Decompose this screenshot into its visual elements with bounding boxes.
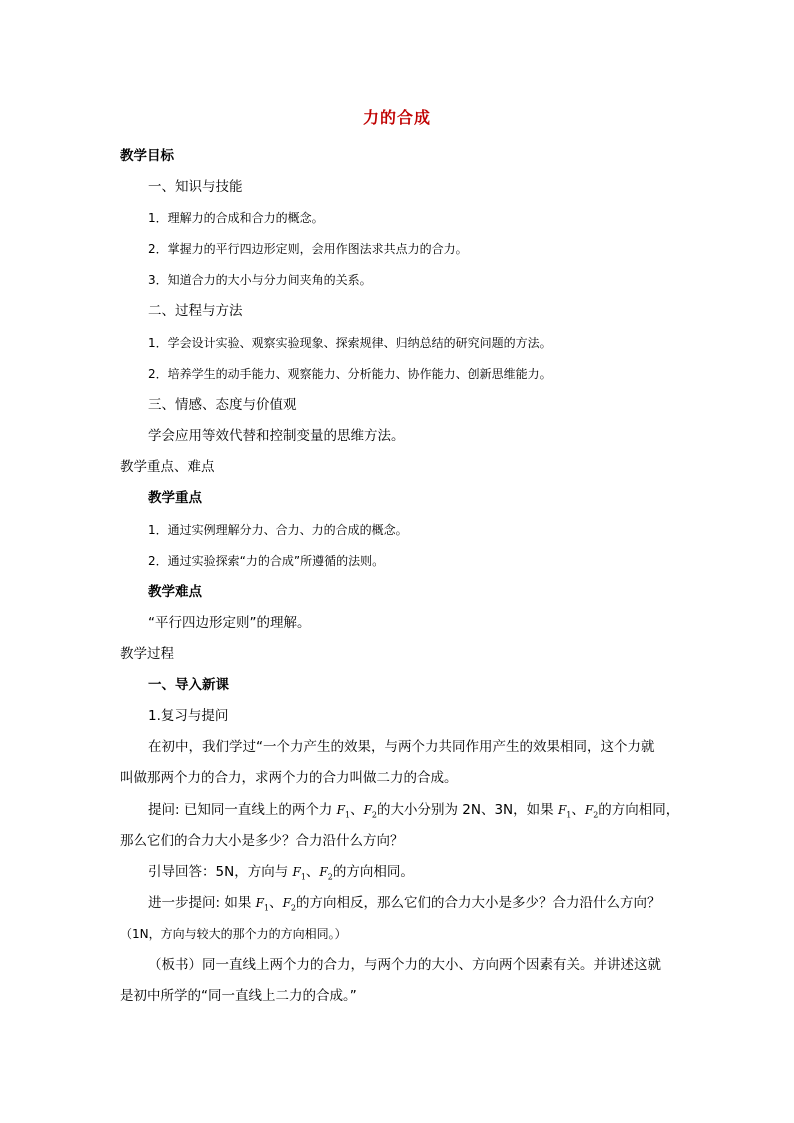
force-symbol-f1: $F_1$ bbox=[255, 896, 270, 913]
question-line bbox=[148, 893, 660, 918]
objective-item: 1．理解力的合成和合力的概念。 bbox=[148, 211, 324, 225]
separator: 、 bbox=[350, 802, 364, 818]
process-heading: 教学过程 bbox=[120, 646, 174, 662]
objective-item: 2．掌握力的平行四边形定则，会用作图法求共点力的合力。 bbox=[148, 242, 468, 256]
objectives-heading: 教学目标 bbox=[120, 148, 174, 164]
intro-heading: 一、导入新课 bbox=[148, 677, 229, 693]
question-text: 提问: 已知同一直线上的两个力 bbox=[148, 802, 337, 818]
question-text: 进一步提问: 如果 bbox=[148, 895, 256, 911]
page-title: 力的合成 bbox=[362, 108, 431, 127]
force-symbol-f1: $F_1$ bbox=[292, 865, 306, 882]
force-symbol-f1: $F_1$ bbox=[557, 803, 572, 820]
difficult-points-heading: 教学难点 bbox=[148, 584, 202, 600]
question-line: 那么它们的合力大小是多少？合力沿什么方向？ bbox=[120, 833, 404, 849]
key-point-item: 1．通过实例理解分力、合力、力的合成的概念。 bbox=[148, 523, 408, 537]
answer-line: （1N，方向与较大的那个力的方向相同。） bbox=[120, 927, 347, 941]
keypoints-heading: 教学重点、难点 bbox=[120, 459, 215, 475]
separator: 、 bbox=[269, 895, 283, 911]
force-symbol-f2: $F_2$ bbox=[282, 896, 296, 913]
process-method-heading: 二、过程与方法 bbox=[148, 303, 243, 319]
key-points-heading: 教学重点 bbox=[148, 490, 202, 506]
force-symbol-f2: $F_2$ bbox=[584, 803, 599, 820]
knowledge-skills-heading: 一、知识与技能 bbox=[148, 179, 243, 195]
answer-text: 的方向相同。 bbox=[332, 864, 414, 880]
answer-text: 引导回答：5N，方向与 bbox=[148, 864, 293, 880]
answer-line bbox=[148, 862, 414, 887]
paragraph-line: （板书）同一直线上两个力的合力，与两个力的大小、方向两个因素有关。并讲述这就 bbox=[148, 957, 661, 973]
paragraph-line: 叫做那两个力的合力，求两个力的合力叫做二力的合成。 bbox=[120, 770, 458, 786]
review-heading: 1.复习与提问 bbox=[148, 708, 229, 724]
force-symbol-f2: $F_2$ bbox=[319, 865, 333, 882]
key-point-item: 2．通过实验探索“力的合成”所遵循的法则。 bbox=[148, 554, 385, 568]
separator: 、 bbox=[571, 802, 585, 818]
question-text: 的方向相反，那么它们的合力大小是多少？合力沿什么方向？ bbox=[295, 895, 661, 911]
question-line bbox=[148, 800, 679, 825]
question-text: 的方向相同， bbox=[598, 802, 680, 818]
paragraph-line: 在初中，我们学过“一个力产生的效果，与两个力共同作用产生的效果相同，这个力就 bbox=[148, 739, 655, 755]
difficult-points-text: “平行四边形定则”的理解。 bbox=[148, 615, 311, 631]
paragraph-line: 是初中所学的“同一直线上二力的合成。” bbox=[120, 988, 357, 1004]
attitude-values-text: 学会应用等效代替和控制变量的思维方法。 bbox=[148, 428, 405, 444]
objective-item: 2．培养学生的动手能力、观察能力、分析能力、协作能力、创新思维能力。 bbox=[148, 367, 552, 381]
force-symbol-f2: $F_2$ bbox=[363, 803, 377, 820]
separator: 、 bbox=[305, 864, 320, 880]
objective-item: 3．知道合力的大小与分力间夹角的关系。 bbox=[148, 273, 372, 287]
objective-item: 1．学会设计实验、观察实验现象、探索规律、归纳总结的研究问题的方法。 bbox=[148, 336, 552, 350]
attitude-values-heading: 三、情感、态度与价值观 bbox=[148, 397, 297, 413]
question-text: 的大小分别为 2N、3N，如果 bbox=[376, 802, 558, 818]
force-symbol-f1: $F_1$ bbox=[336, 803, 351, 820]
